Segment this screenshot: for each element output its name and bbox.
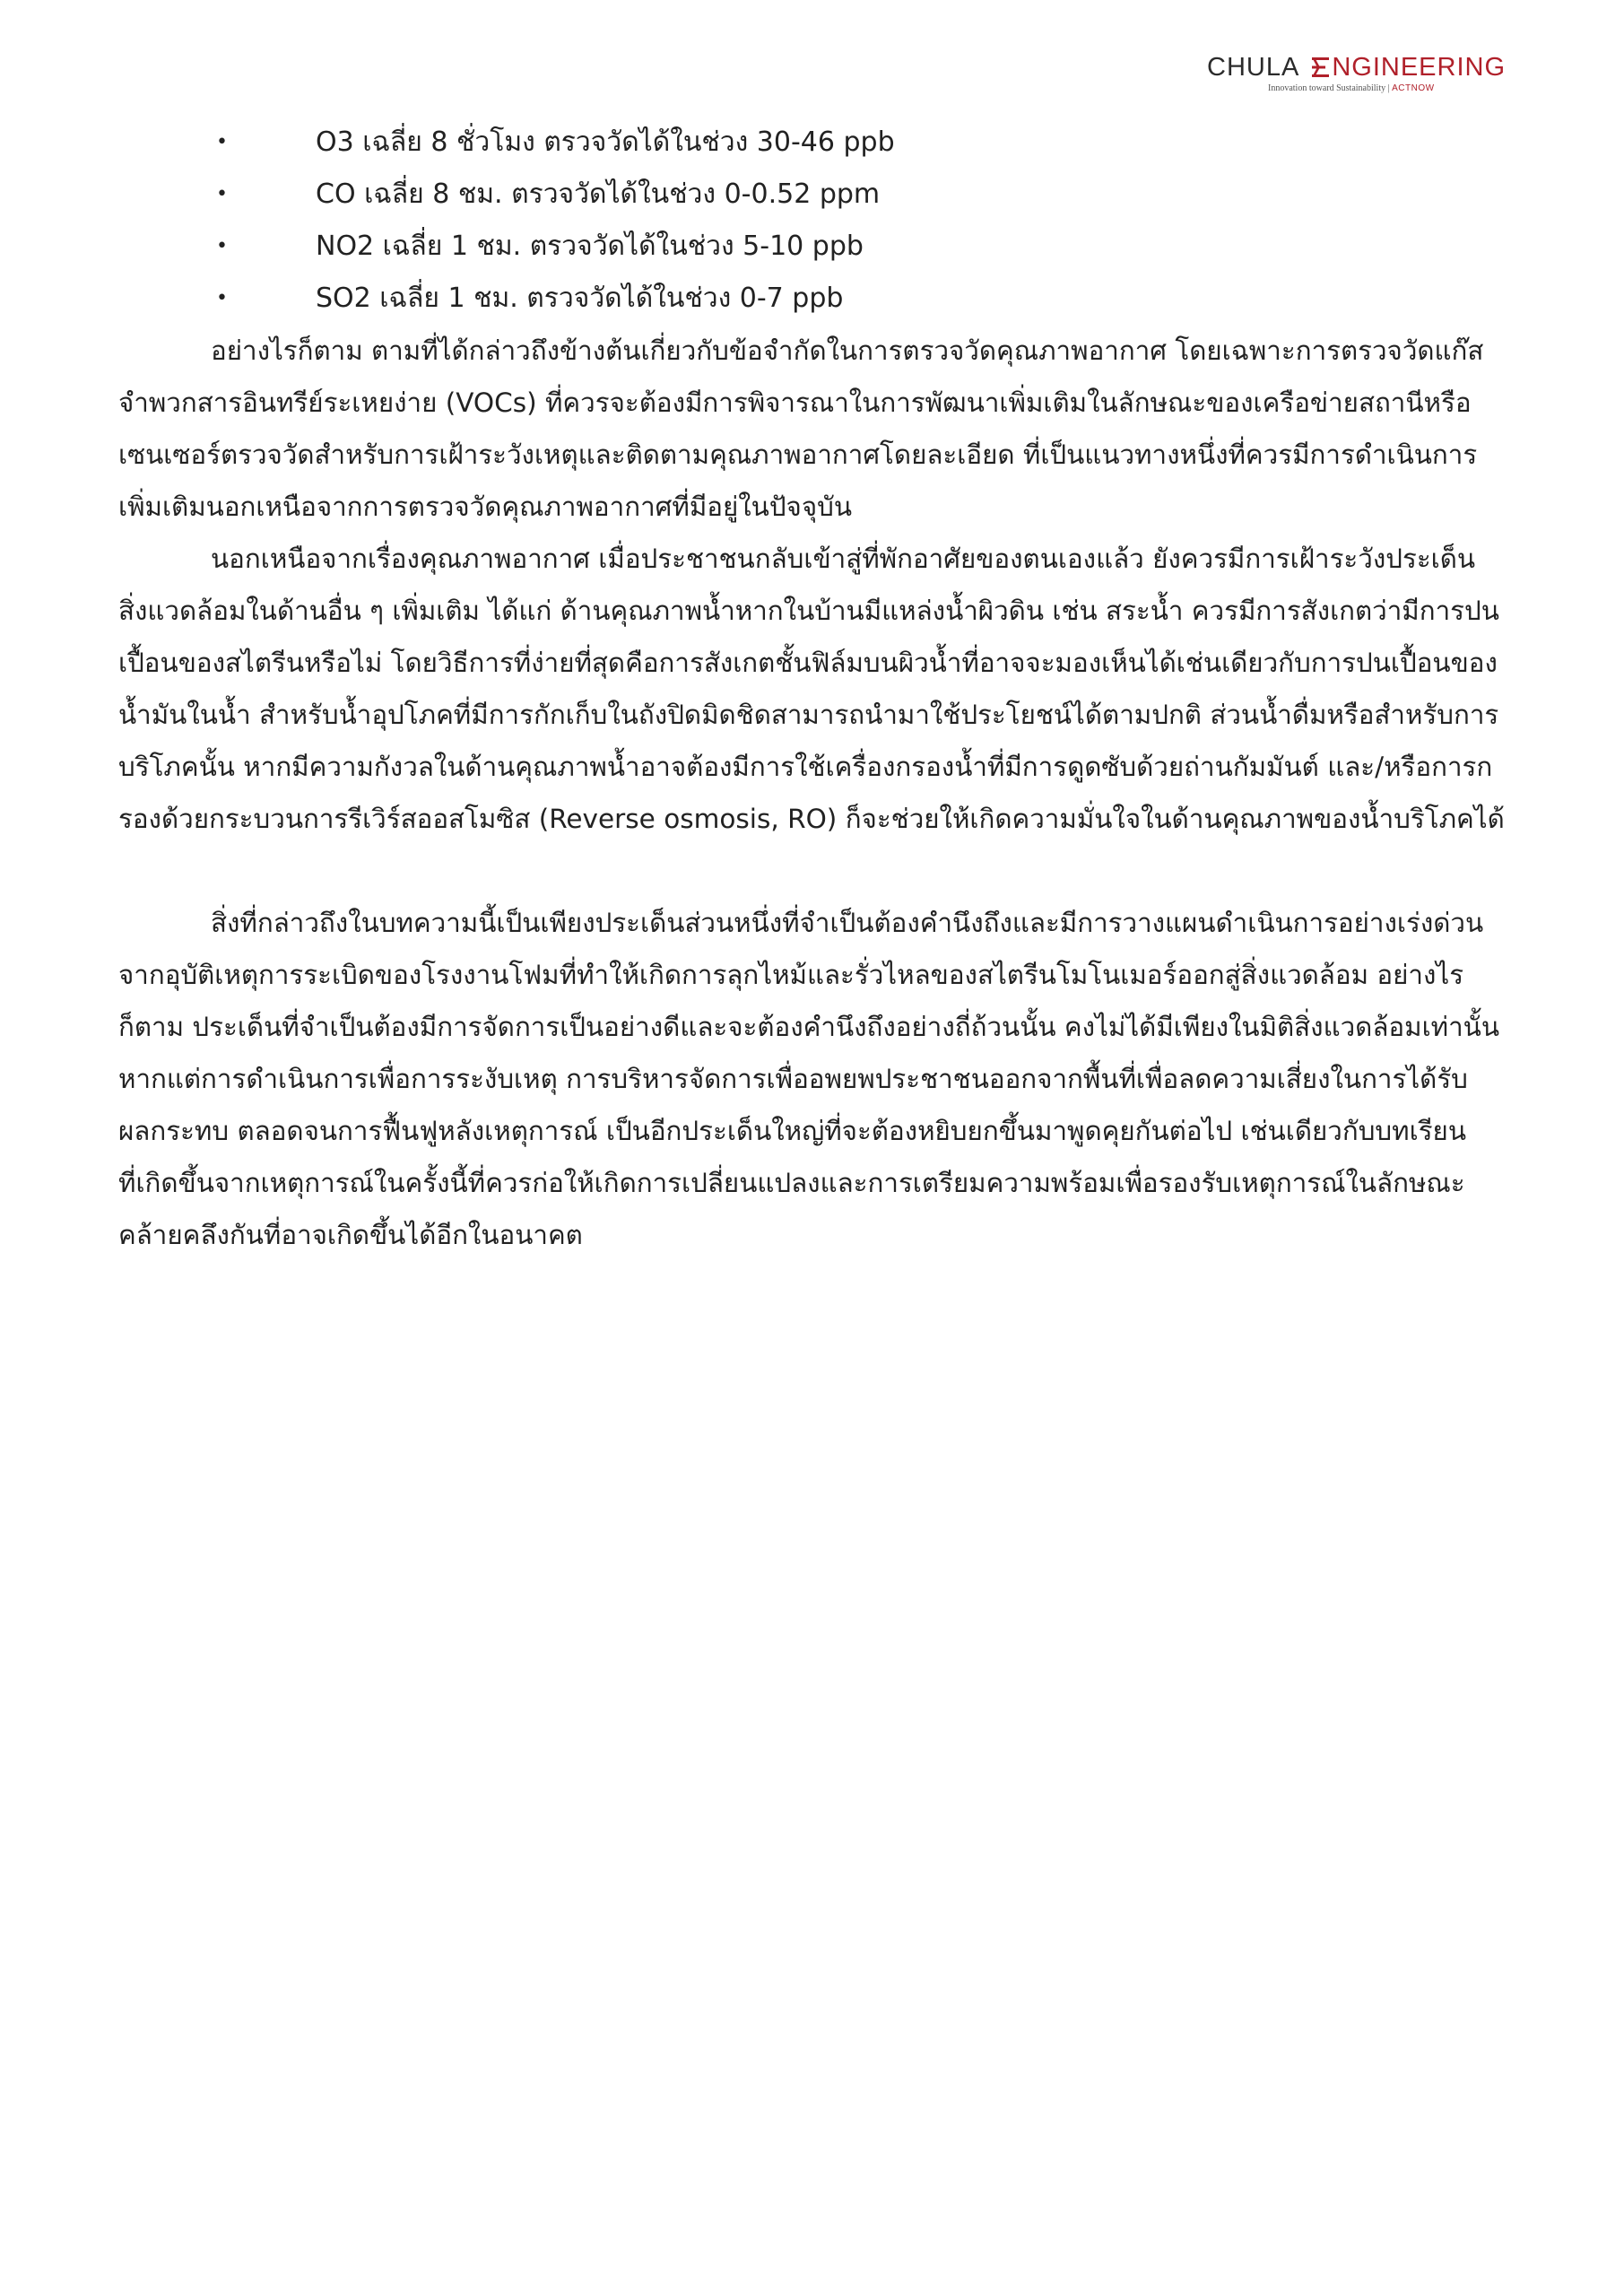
paragraph-water-quality (118, 533, 1513, 845)
tagline-text: Innovation toward Sustainability (1268, 83, 1386, 93)
logo-wordmark (1207, 52, 1512, 83)
tagline-separator: | (1387, 83, 1390, 93)
paragraph-line: คล้ายคลึงกันที่อาจเกิดขึ้นได้อีกในอนาคต (118, 1220, 583, 1250)
list-item (118, 221, 1513, 273)
paragraph-conclusion (118, 897, 1513, 1261)
list-item-text: NO2 เฉลี่ย 1 ชม. ตรวจวัดได้ในช่วง 5-10 ppb (316, 230, 864, 262)
paragraph-line: เซนเซอร์ตรวจวัดสำหรับการเฝ้าระวังเหตุและติดตามคุณภาพอากาศโดยละเอียด ที่เป็นแนวทางหนึ่งที่ควรมีการดำเนินการ (118, 439, 1478, 470)
bullet-icon: • (216, 183, 228, 205)
list-item (118, 169, 1513, 221)
chula-engineering-logo (1207, 52, 1512, 93)
list-item-text: SO2 เฉลี่ย 1 ชม. ตรวจวัดได้ในช่วง 0-7 ppb (316, 283, 844, 314)
bullet-icon: • (216, 131, 228, 153)
logo-text-engineering: NGINEERING (1332, 53, 1506, 82)
tagline-brand: ACTNOW (1392, 83, 1435, 93)
measurement-list (118, 117, 1513, 325)
paragraph-line: นอกเหนือจากเรื่องคุณภาพอากาศ เมื่อประชาชนกลับเข้าสู่ที่พักอาศัยของตนเองแล้ว ยังควรมีการเฝ้าระวังประเด็น (211, 544, 1476, 574)
bullet-icon: • (216, 235, 228, 257)
paragraph-line: จำพวกสารอินทรีย์ระเหยง่าย (VOCs) ที่ควรจะต้องมีการพิจารณาในการพัฒนาเพิ่มเติมในลักษณะของเครือข่ายสถานีหรือ (118, 387, 1472, 418)
paragraph-line: หากแต่การดำเนินการเพื่อการระงับเหตุ การบริหารจัดการเพื่ออพยพประชาชนออกจากพื้นที่เพื่อลดความเสี่ยงในการได้รับ (118, 1064, 1468, 1094)
bullet-icon: • (216, 287, 228, 309)
paragraph-line: อย่างไรก็ตาม ตามที่ได้กล่าวถึงข้างต้นเกี่ยวกับข้อจำกัดในการตรวจวัดคุณภาพอากาศ โดยเฉพาะการตรวจวัดแก๊ส (211, 335, 1484, 366)
list-item-text: CO เฉลี่ย 8 ชม. ตรวจวัดได้ในช่วง 0-0.52 ppm (316, 178, 881, 210)
paragraph-line: เพิ่มเติมนอกเหนือจากการตรวจวัดคุณภาพอากาศที่มีอยู่ในปัจจุบัน (118, 491, 853, 522)
paragraph-line: น้ำมันในน้ำ สำหรับน้ำอุปโภคที่มีการกักเก็บในถังปิดมิดชิดสามารถนำมาใช้ประโยชน์ได้ตามปกติ ส่วนน้ำดื่มหรือสำหรับการ (118, 700, 1499, 730)
paragraph-line: จากอุบัติเหตุการระเบิดของโรงงานโฟมที่ทำให้เกิดการลุกไหม้และรั่วไหลของสไตรีนโมโนเมอร์ออกสู่สิ่งแวดล้อม อย่างไร (118, 960, 1464, 990)
logo-text-chula: CHULA (1207, 53, 1300, 82)
logo-e-glyph-icon (1312, 57, 1330, 78)
paragraph-line: เปื้อนของสไตรีนหรือไม่ โดยวิธีการที่ง่ายที่สุดคือการสังเกตชั้นฟิล์มบนผิวน้ำที่อาจจะมองเห็นได้เช่นเดียวกับการปนเปื้อนของ (118, 648, 1498, 678)
list-item-text: O3 เฉลี่ย 8 ชั่วโมง ตรวจวัดได้ในช่วง 30-46 ppb (316, 126, 895, 158)
paragraph-line: รองด้วยกระบวนการรีเวิร์สออสโมซิส (Reverse osmosis, RO) ก็จะช่วยให้เกิดความมั่นใจในด้านคุณภาพของน้ำบริโภคได้ (118, 804, 1505, 834)
paragraph-line: ผลกระทบ ตลอดจนการฟื้นฟูหลังเหตุการณ์ เป็นอีกประเด็นใหญ่ที่จะต้องหยิบยกขึ้นมาพูดคุยกันต่อไป เช่นเดียวกับบทเรียน (118, 1116, 1466, 1146)
logo-tagline (1268, 83, 1512, 93)
logo-engineering (1312, 52, 1506, 83)
paragraph-line: สิ่งแวดล้อมในด้านอื่น ๆ เพิ่มเติม ได้แก่ ด้านคุณภาพน้ำหากในบ้านมีแหล่งน้ำผิวดิน เช่น สระน้ำ ควรมีการสังเกตว่ามีการปน (118, 596, 1499, 626)
paragraph-line: ที่เกิดขึ้นจากเหตุการณ์ในครั้งนี้ที่ควรก่อให้เกิดการเปลี่ยนแปลงและการเตรียมความพร้อมเพื่อรองรับเหตุการณ์ในลักษณะ (118, 1168, 1465, 1198)
paragraph-line: บริโภคนั้น หากมีความกังวลในด้านคุณภาพน้ำอาจต้องมีการใช้เครื่องกรองน้ำที่มีการดูดซับด้วยถ่านกัมมันต์ และ/หรือการก (118, 752, 1493, 782)
article-body (118, 117, 1513, 1261)
list-item (118, 117, 1513, 169)
paragraph-spacer (118, 845, 1513, 897)
paragraph-air-quality-limitations (118, 325, 1513, 533)
paragraph-line: ก็ตาม ประเด็นที่จำเป็นต้องมีการจัดการเป็นอย่างดีและจะต้องคำนึงถึงอย่างถี่ถ้วนนั้น คงไม่ได้มีเพียงในมิติสิ่งแวดล้อมเท่านั้น (118, 1012, 1499, 1042)
list-item (118, 273, 1513, 325)
paragraph-line: สิ่งที่กล่าวถึงในบทความนี้เป็นเพียงประเด็นส่วนหนึ่งที่จำเป็นต้องคำนึงถึงและมีการวางแผนดำเนินการอย่างเร่งด่วน (211, 908, 1484, 938)
